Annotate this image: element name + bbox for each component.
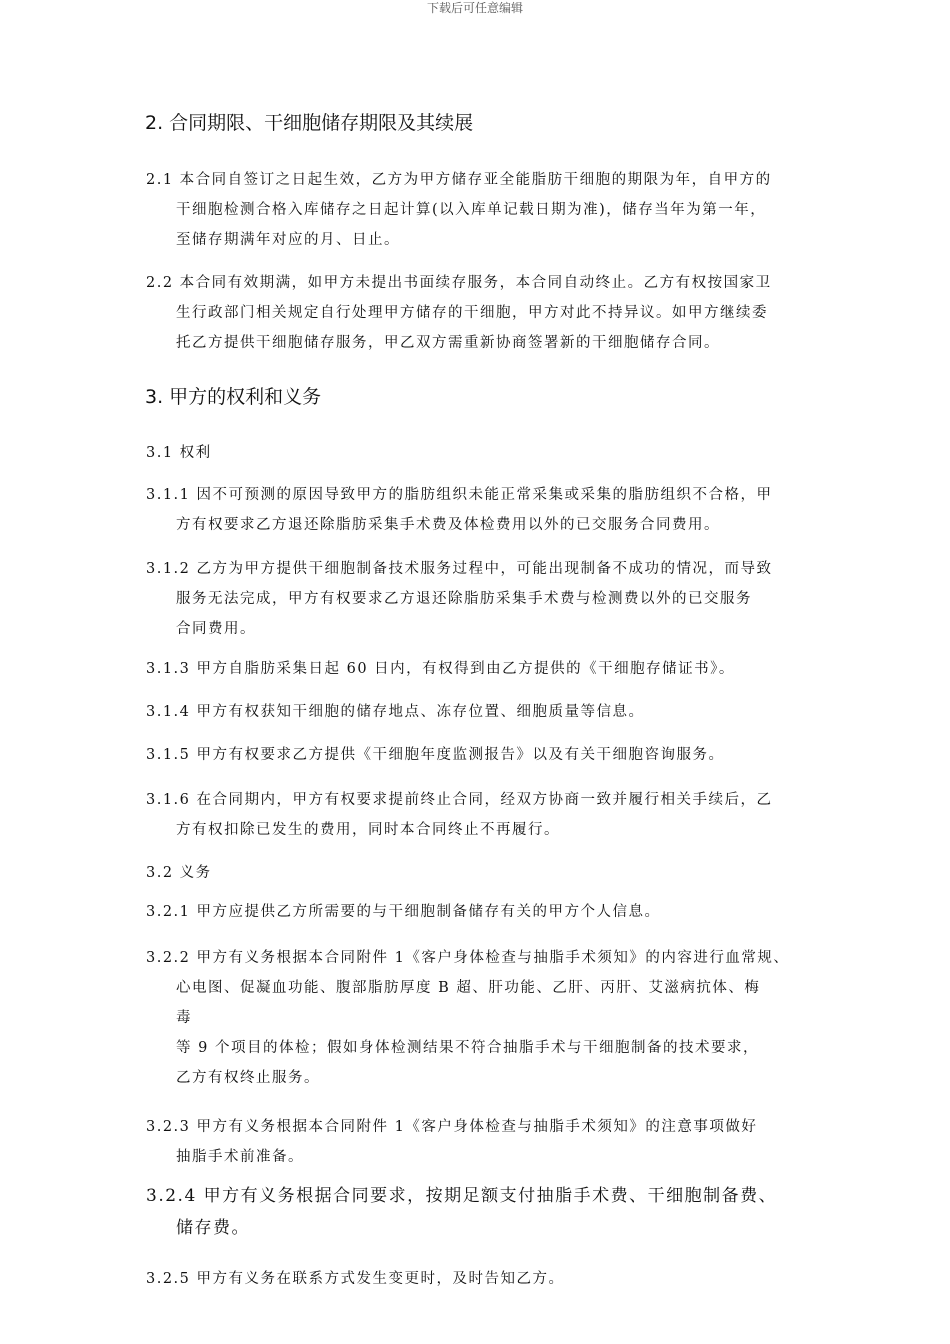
clause-3-1-6-line-2: 方有权扣除已发生的费用，同时本合同终止不再履行。 (176, 822, 560, 838)
section-2-title: 2. 合同期限、干细胞储存期限及其续展 (145, 112, 474, 134)
clause-3-1-2-line-3: 合同费用。 (176, 621, 256, 637)
clause-3-2-3 (146, 1112, 826, 1172)
clause-3-1-3: 3.1.3 甲方自脂肪采集日起 60 日内，有权得到由乙方提供的《干细胞存储证书》。 (146, 661, 735, 677)
clause-2-1-line-3: 至储存期满年对应的月、日止。 (176, 232, 400, 248)
clause-2-2-line-2: 生行政部门相关规定自行处理甲方储存的干细胞，甲方对此不持异议。如甲方继续委 (176, 305, 768, 321)
clause-2-1 (146, 165, 826, 255)
clause-3-1-2 (146, 554, 826, 644)
clause-3-1-1 (146, 480, 826, 540)
clause-3-2-2-line-4: 等 9 个项目的体检；假如身体检测结果不符合抽脂手术与干细胞制备的技术要求， (176, 1040, 759, 1056)
clause-3-2-1: 3.2.1 甲方应提供乙方所需要的与干细胞制备储存有关的甲方个人信息。 (146, 904, 661, 920)
clause-3-2-3-line-2: 抽脂手术前准备。 (176, 1149, 304, 1165)
clause-3-1-2-line-2: 服务无法完成，甲方有权要求乙方退还除脂肪采集手术费与检测费以外的已交服务 (176, 591, 752, 607)
section-3-title: 3. 甲方的权利和义务 (145, 386, 322, 408)
clause-2-2-line-1: 2.2 本合同有效期满，如甲方未提出书面续存服务，本合同自动终止。乙方有权按国家卫 (146, 275, 772, 291)
clause-3-2-4-line-2: 储存费。 (176, 1218, 250, 1238)
clause-3-1-4: 3.1.4 甲方有权获知干细胞的储存地点、冻存位置、细胞质量等信息。 (146, 704, 645, 720)
clause-3-2-2 (146, 943, 836, 1093)
rights-subtitle: 3.1 权利 (146, 445, 212, 461)
clause-3-2-2-line-5: 乙方有权终止服务。 (176, 1070, 320, 1086)
clause-3-2-5: 3.2.5 甲方有义务在联系方式发生变更时，及时告知乙方。 (146, 1271, 565, 1287)
clause-3-2-2-line-3: 毒 (176, 1010, 192, 1026)
clause-3-2-3-line-1: 3.2.3 甲方有义务根据本合同附件 1《客户身体检查与抽脂手术须知》的注意事项做好 (146, 1119, 758, 1135)
clause-3-1-5: 3.1.5 甲方有权要求乙方提供《干细胞年度监测报告》以及有关干细胞咨询服务。 (146, 747, 725, 763)
clause-2-1-line-2: 干细胞检测合格入库储存之日起计算(以入库单记载日期为准)，储存当年为第一年， (176, 202, 767, 218)
clause-3-2-2-line-1: 3.2.2 甲方有义务根据本合同附件 1《客户身体检查与抽脂手术须知》的内容进行血常规、 (146, 950, 790, 966)
duties-subtitle: 3.2 义务 (146, 865, 212, 881)
clause-3-1-6 (146, 785, 826, 845)
clause-3-1-1-line-1: 3.1.1 因不可预测的原因导致甲方的脂肪组织未能正常采集或采集的脂肪组织不合格，甲 (146, 487, 773, 503)
clause-3-1-2-line-1: 3.1.2 乙方为甲方提供干细胞制备技术服务过程中，可能出现制备不成功的情况，而导致 (146, 561, 773, 577)
clause-3-2-4 (146, 1180, 826, 1244)
clause-2-1-line-1: 2.1 本合同自签订之日起生效，乙方为甲方储存亚全能脂肪干细胞的期限为年，自甲方的 (146, 172, 772, 188)
clause-3-1-1-line-2: 方有权要求乙方退还除脂肪采集手术费及体检费用以外的已交服务合同费用。 (176, 517, 720, 533)
clause-3-1-6-line-1: 3.1.6 在合同期内，甲方有权要求提前终止合同，经双方协商一致并履行相关手续后，乙 (146, 792, 773, 808)
page-header-note: 下载后可任意编辑 (426, 1, 523, 15)
clause-2-2 (146, 268, 826, 358)
clause-3-2-4-line-1: 3.2.4 甲方有义务根据合同要求，按期足额支付抽脂手术费、干细胞制备费、 (146, 1186, 778, 1206)
clause-3-2-2-line-2: 心电图、促凝血功能、腹部脂肪厚度 B 超、肝功能、乙肝、丙肝、艾滋病抗体、梅 (176, 980, 761, 996)
clause-2-2-line-3: 托乙方提供干细胞储存服务，甲乙双方需重新协商签署新的干细胞储存合同。 (176, 335, 720, 351)
